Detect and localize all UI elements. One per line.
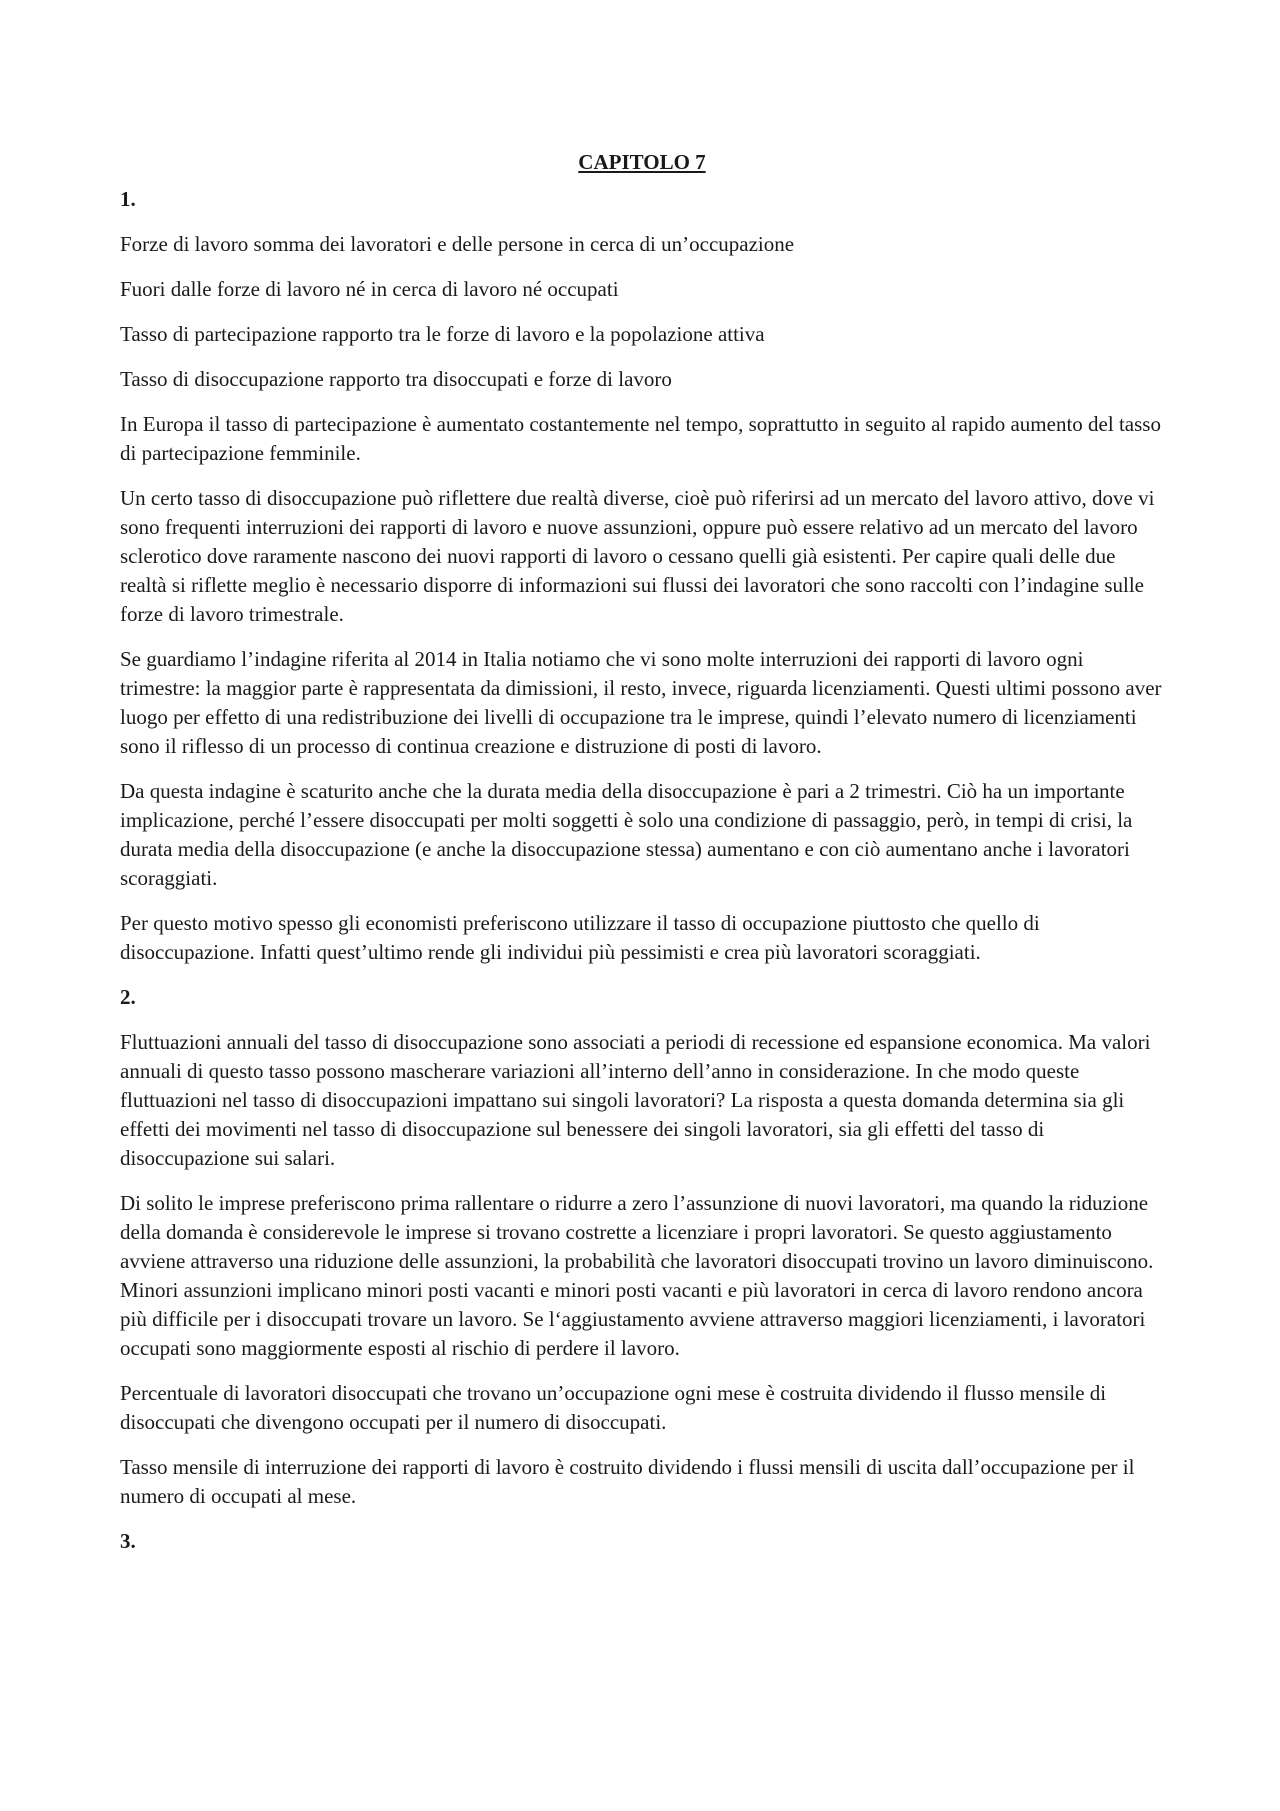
paragraph: Da questa indagine è scaturito anche che la durata media della disoccupazione è pari a 2 trimestri. Ciò ha un importante implicazione, perché l’essere disoccupati per molti soggetti è solo una condizione di passaggio, però, in tempi di crisi, la durata media della disoccupazione (e anche la disoccupazione stessa) aumentano e con ciò aumentano anche i lavoratori scoraggiati. — [120, 779, 1133, 890]
chapter-title: CAPITOLO 7 — [578, 150, 706, 174]
section-number: 2. — [120, 985, 136, 1009]
section-number: 3. — [120, 1529, 136, 1553]
paragraph: Se guardiamo l’indagine riferita al 2014 in Italia notiamo che vi sono molte interruzioni dei rapporti di lavoro ogni trimestre: la maggior parte è rappresentata da dimissioni, il resto, invece, riguarda licenziamenti. Questi ultimi possono aver luogo per effetto di una redistribuzione dei livelli di occupazione tra le imprese, quindi l’elevato numero di licenziamenti sono il riflesso di un processo di continua creazione e distruzione di posti di lavoro. — [120, 647, 1162, 758]
paragraph: Un certo tasso di disoccupazione può riflettere due realtà diverse, cioè può riferirsi ad un mercato del lavoro attivo, dove vi sono frequenti interruzioni dei rapporti di lavoro e nuove assunzioni, oppure può essere relativo ad un mercato del lavoro sclerotico dove raramente nascono dei nuovi rapporti di lavoro o cessano quelli già esistenti. Per capire quali delle due realtà si riflette meglio è necessario disporre di informazioni sui flussi dei lavoratori che sono raccolti con l’indagine sulle forze di lavoro trimestrale. — [120, 486, 1155, 626]
paragraph: Di solito le imprese preferiscono prima rallentare o ridurre a zero l’assunzione di nuovi lavoratori, ma quando la riduzione della domanda è considerevole le imprese si trovano costrette a licenziare i propri lavoratori. Se questo aggiustamento avviene attraverso una riduzione delle assunzioni, la probabilità che lavoratori disoccupati trovino un lavoro diminuiscono. Minori assunzioni implicano minori posti vacanti e minori posti vacanti e più lavoratori in cerca di lavoro rendono ancora più difficile per i disoccupati trovare un lavoro. Se l‘aggiustamento avviene attraverso maggiori licenziamenti, i lavoratori occupati sono maggiormente esposti al rischio di perdere il lavoro. — [120, 1191, 1154, 1360]
definition: Fuori dalle forze di lavoro né in cerca di lavoro né occupati — [120, 277, 619, 301]
definition: Tasso di disoccupazione rapporto tra disoccupati e forze di lavoro — [120, 367, 672, 391]
document-page — [120, 148, 1164, 1572]
definition: Tasso di partecipazione rapporto tra le forze di lavoro e la popolazione attiva — [120, 322, 765, 346]
paragraph: Tasso mensile di interruzione dei rapporti di lavoro è costruito dividendo i flussi mensili di uscita dall’occupazione per il numero di occupati al mese. — [120, 1455, 1135, 1508]
paragraph: Per questo motivo spesso gli economisti preferiscono utilizzare il tasso di occupazione piuttosto che quello di disoccupazione. Infatti quest’ultimo rende gli individui più pessimisti e crea più lavoratori scoraggiati. — [120, 911, 1040, 964]
paragraph: Fluttuazioni annuali del tasso di disoccupazione sono associati a periodi di recessione ed espansione economica. Ma valori annuali di questo tasso possono mascherare variazioni all’interno dell’anno in considerazione. In che modo queste fluttuazioni nel tasso di disoccupazioni impattano sui singoli lavoratori? La risposta a questa domanda determina sia gli effetti dei movimenti nel tasso di disoccupazione sul benessere dei singoli lavoratori, sia gli effetti del tasso di disoccupazione sui salari. — [120, 1030, 1151, 1170]
paragraph: In Europa il tasso di partecipazione è aumentato costantemente nel tempo, soprattutto in seguito al rapido aumento del tasso di partecipazione femminile. — [120, 412, 1161, 465]
definition: Forze di lavoro somma dei lavoratori e delle persone in cerca di un’occupazione — [120, 232, 795, 256]
section-number: 1. — [120, 187, 136, 211]
paragraph: Percentuale di lavoratori disoccupati che trovano un’occupazione ogni mese è costruita dividendo il flusso mensile di disoccupati che divengono occupati per il numero di disoccupati. — [120, 1381, 1107, 1434]
